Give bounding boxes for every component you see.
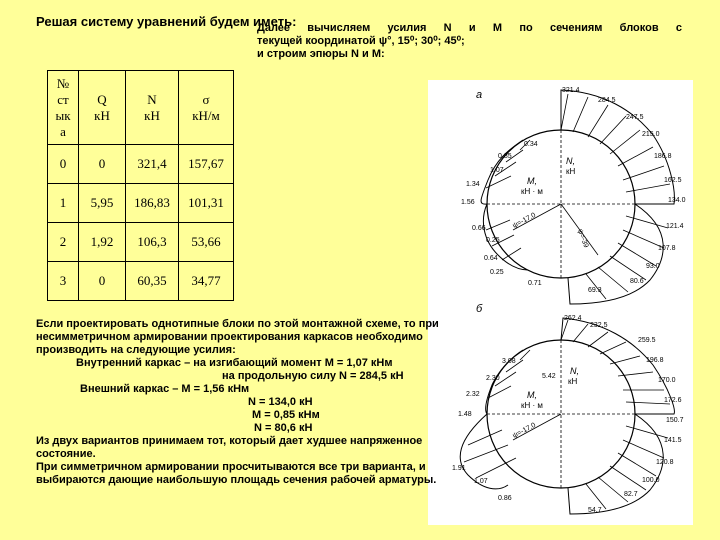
- diagram-b-m-outline: [460, 350, 523, 489]
- table-cell: 0: [79, 145, 126, 184]
- header-n: N кН: [126, 71, 179, 145]
- diagram-b-value: 120.8: [656, 459, 674, 466]
- table-cell: 60,35: [126, 262, 179, 301]
- diagram-a-value: 215.0: [642, 131, 660, 138]
- diagram-b-value: 54.7: [588, 507, 602, 514]
- diagram-b-value: 100.0: [642, 477, 660, 484]
- diagram-b-m-unit: кН · м: [521, 401, 543, 410]
- epure-diagrams: [428, 80, 693, 525]
- table-row: [48, 262, 234, 301]
- diagram-b-value: 82.7: [624, 491, 638, 498]
- diagram-b-value: 150.7: [666, 417, 684, 424]
- diagram-a-value: 1.07: [490, 167, 504, 174]
- diagram-a-value: 134.0: [668, 197, 686, 204]
- table-cell: 3: [48, 262, 79, 301]
- table-cell: 5,95: [79, 184, 126, 223]
- diagram-b-value: 172.6: [664, 397, 682, 404]
- diagram-b-value: 141.5: [664, 437, 682, 444]
- diagram-a-value: 1.56: [461, 199, 475, 206]
- diagram-b-value: 3.08: [502, 358, 516, 365]
- diagram-b-psi-label: ψ=-17,0: [511, 421, 538, 440]
- diagram-a-value: 247.5: [626, 114, 644, 121]
- diagram-b-n-unit: кН: [568, 377, 578, 386]
- diagram-b-value: 232.5: [590, 322, 608, 329]
- diagram-a-n-unit: кН: [566, 167, 576, 176]
- diagram-a-value: 0.85: [498, 153, 512, 160]
- table-cell: 1: [48, 184, 79, 223]
- table-cell: 106,3: [126, 223, 179, 262]
- diagram-b-value: 5.42: [542, 373, 556, 380]
- diagram-a-hatching: [561, 94, 670, 192]
- table-row: [48, 184, 234, 223]
- diagram-b-value: 170.0: [658, 377, 676, 384]
- table-cell: 53,66: [179, 223, 234, 262]
- diagram-a-value: 1.34: [466, 181, 480, 188]
- diagram-a-labels: [461, 87, 686, 294]
- diagram-a-n-label: N,: [566, 156, 575, 166]
- diagram-a-m-label: M,: [527, 176, 537, 186]
- table-cell: 1,92: [79, 223, 126, 262]
- diagram-a-value: 284.5: [598, 97, 616, 104]
- diagram-a-m-unit: кН · м: [521, 187, 543, 196]
- table-cell: 0: [48, 145, 79, 184]
- diagram-figure: [428, 80, 693, 525]
- diagram-b-n-label: N,: [570, 366, 579, 376]
- diagram-a-value: 0.71: [528, 280, 542, 287]
- diagram-b-value: 2.32: [466, 391, 480, 398]
- table-row: [48, 223, 234, 262]
- heading: Решая систему уравнений будем иметь:: [36, 14, 297, 29]
- diagram-a-value: 321.4: [562, 87, 580, 94]
- table-row: [48, 145, 234, 184]
- diagram-b-value: 259.5: [638, 337, 656, 344]
- table-cell: 0: [79, 262, 126, 301]
- header-q: Q кН: [79, 71, 126, 145]
- diagram-b-value: 196.8: [646, 357, 664, 364]
- table-cell: 2: [48, 223, 79, 262]
- diagram-a-value: 107.8: [658, 245, 676, 252]
- lower-text: Если проектировать однотипные блоки по этой монтажной схеме, то при несимметричном армировании проектирования каркасов необходимо производить на следующие усилия: Внутренний каркас – на изгибающий момент М = 1,07 кНм на продольную силу N = 284,5 кН Внешний каркас – М = 1,56 кНм N = 134,0 кН М = 0,85 кНм N = 80,6 кН Из двух вариантов принимаем тот, который дает худшее напряженное состояние. При симметричном армировании просчитываются все три варианта, и выбираются дающие наибольшую площадь сечения рабочей арматуры.: [36, 318, 439, 486]
- diagram-b-m-label: M,: [527, 390, 537, 400]
- diagram-b-value: 1.48: [458, 411, 472, 418]
- diagram-a-value: 80.6: [630, 278, 644, 285]
- diagram-b: [460, 318, 674, 514]
- diagram-a-psi2-label: ψ=-39: [576, 228, 590, 249]
- diagram-a: [481, 90, 674, 304]
- diagram-a-value: 93.0: [646, 263, 660, 270]
- diagram-a-value: 162.5: [664, 177, 682, 184]
- diagram-b-label: б: [476, 303, 483, 315]
- diagram-a-value: 121.4: [666, 223, 684, 230]
- diagram-a-value: 0.64: [484, 255, 498, 262]
- table-cell: 101,31: [179, 184, 234, 223]
- table-header-row: [48, 71, 234, 145]
- diagram-a-value: 0.25: [486, 237, 500, 244]
- diagram-b-value: 2.30: [486, 375, 500, 382]
- table-cell: 157,67: [179, 145, 234, 184]
- table-cell: 186,83: [126, 184, 179, 223]
- diagram-b-value: 262.4: [564, 315, 582, 322]
- table-cell: 321,4: [126, 145, 179, 184]
- diagram-b-value: 0.86: [498, 495, 512, 502]
- diagram-a-value: 69.3: [588, 287, 602, 294]
- diagram-a-value: 0.66: [472, 225, 486, 232]
- diagram-a-label: а: [476, 89, 483, 101]
- header-sigma: σ кН/м: [179, 71, 234, 145]
- diagram-a-value: 0.34: [524, 141, 538, 148]
- diagram-b-value: 1.91: [452, 465, 466, 472]
- diagram-a-n-outline: [561, 90, 674, 204]
- right-paragraph: Далее вычисляем усилия N и M по сечениям блоков с текущей координатой ψ°, 15⁰; 30⁰; 45⁰; и строим эпюры N и M:: [257, 22, 682, 60]
- diagram-a-value: 186.8: [654, 153, 672, 160]
- forces-table: [47, 70, 234, 301]
- header-block-number: № ст ык а: [48, 71, 79, 145]
- diagram-b-value: 1.07: [474, 478, 488, 485]
- diagram-a-psi-label: ψ=-17,0: [511, 211, 538, 230]
- diagram-a-value: 0.25: [490, 269, 504, 276]
- table-cell: 34,77: [179, 262, 234, 301]
